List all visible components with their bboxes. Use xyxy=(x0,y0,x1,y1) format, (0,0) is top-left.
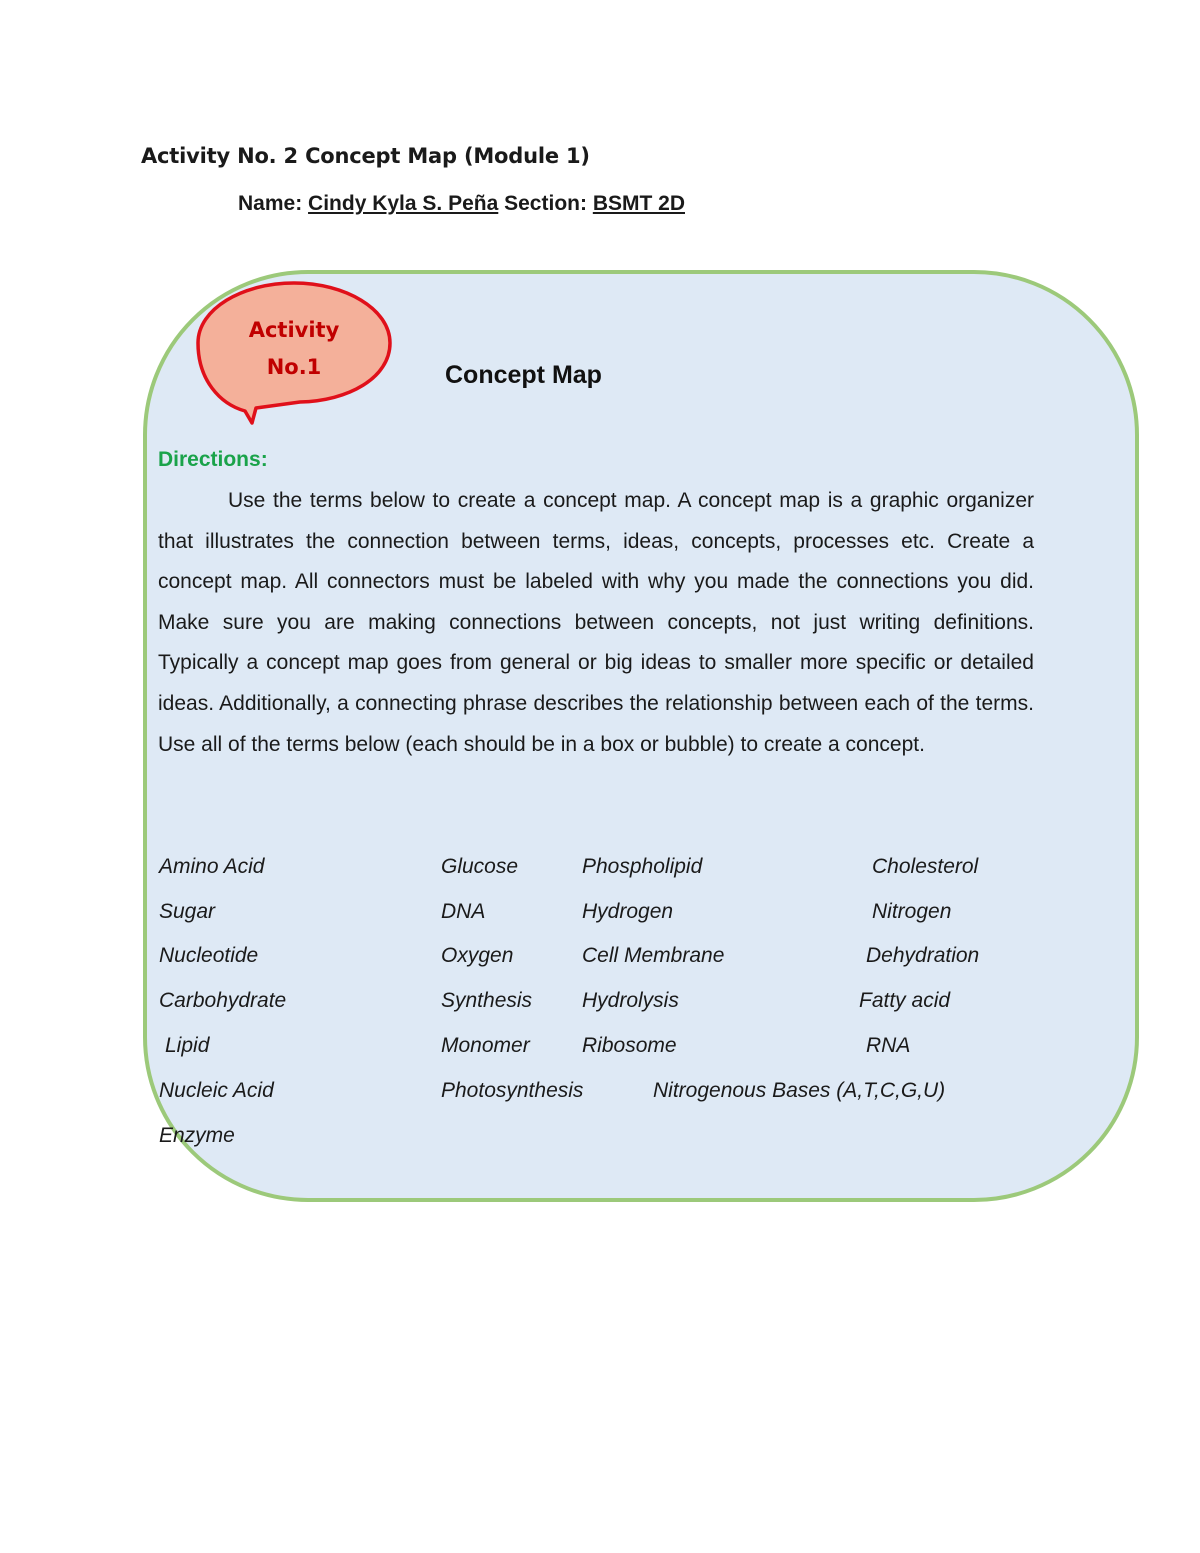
term-hydrolysis: Hydrolysis xyxy=(582,989,679,1012)
directions-label: Directions: xyxy=(158,448,268,471)
term-dna: DNA xyxy=(441,900,486,923)
activity-badge-line2: No.1 xyxy=(266,355,322,379)
term-phospholipid: Phospholipid xyxy=(582,855,703,878)
concept-map-title: Concept Map xyxy=(445,361,602,389)
term-photosynthesis: Photosynthesis xyxy=(441,1079,584,1102)
term-lipid: Lipid xyxy=(165,1034,210,1057)
section-label: Section: xyxy=(504,192,587,215)
term-ribosome: Ribosome xyxy=(582,1034,677,1057)
term-sugar: Sugar xyxy=(159,900,216,923)
name-section-line xyxy=(238,192,685,216)
term-cell-membrane: Cell Membrane xyxy=(582,944,725,967)
term-monomer: Monomer xyxy=(441,1034,530,1057)
term-synthesis: Synthesis xyxy=(441,989,533,1012)
term-enzyme: Enzyme xyxy=(159,1124,235,1147)
term-dehydration: Dehydration xyxy=(866,944,980,967)
term-amino-acid: Amino Acid xyxy=(159,855,265,878)
term-nucleic-acid: Nucleic Acid xyxy=(159,1079,274,1102)
term-rna: RNA xyxy=(866,1034,911,1057)
term-fatty-acid: Fatty acid xyxy=(859,989,951,1012)
name-label: Name: xyxy=(238,192,303,215)
term-glucose: Glucose xyxy=(441,855,519,878)
term-carbohydrate: Carbohydrate xyxy=(159,989,287,1012)
term-oxygen: Oxygen xyxy=(441,944,514,967)
term-nucleotide: Nucleotide xyxy=(159,944,259,967)
directions-paragraph: Use the terms below to create a concept map. A concept map is a graphic organizer that illustrates the connection between terms, ideas, concepts, processes etc. Create a concept map. All connectors must be labeled with why you made the connections you did. Make sure you are making connections between concepts, not just writing definitions. Typically a concept map goes from general or big ideas to smaller more specific or detailed ideas. Additionally, a connecting phrase describes the relationship between each of the terms. Use all of the terms below (each should be in a box or bubble) to create a concept. xyxy=(158,489,1034,756)
term-nitrogenous-bases: Nitrogenous Bases (A,T,C,G,U) xyxy=(653,1079,946,1102)
section-value: BSMT 2D xyxy=(592,192,685,215)
term-cholesterol: Cholesterol xyxy=(872,855,979,878)
activity-badge xyxy=(197,312,391,386)
student-name: Cindy Kyla S. Peña xyxy=(308,192,499,215)
term-hydrogen: Hydrogen xyxy=(582,900,674,923)
page-title: Activity No. 2 Concept Map (Module 1) xyxy=(141,144,590,168)
activity-badge-line1: Activity xyxy=(248,318,340,342)
term-nitrogen: Nitrogen xyxy=(872,900,952,923)
